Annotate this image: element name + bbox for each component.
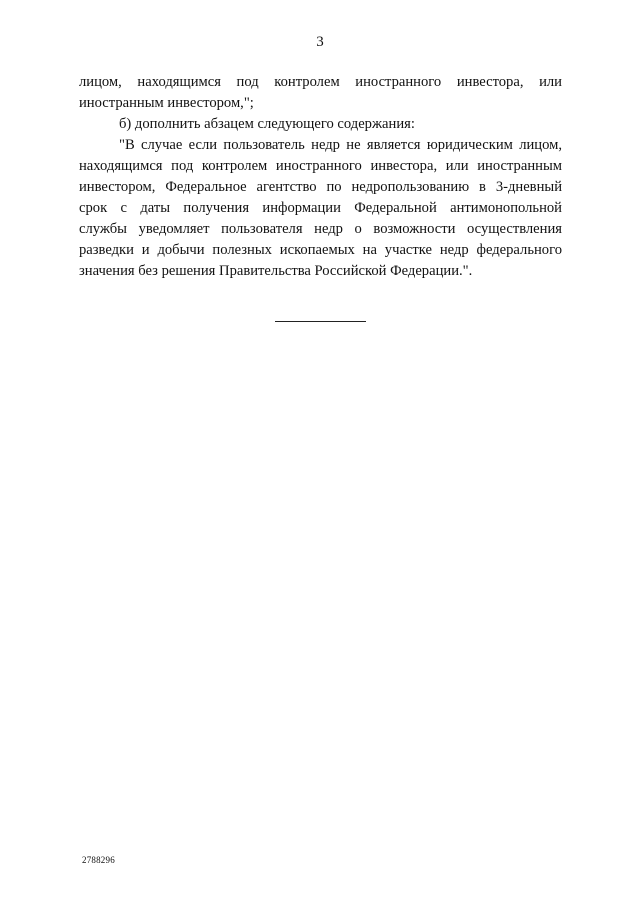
text-line: значения без решения Правительства Российской Федерации.". (79, 263, 473, 279)
text-line: лицом, находящимся под контролем иностранного инвестора, или (79, 74, 562, 90)
paragraph-3 (79, 135, 562, 282)
document-body (79, 72, 562, 282)
page-number: 3 (316, 34, 324, 50)
separator-line (275, 321, 366, 322)
text-line: срок с даты получения информации Федеральной антимонопольной (79, 200, 562, 216)
text-line: б) дополнить абзацем следующего содержания: (119, 116, 415, 132)
paragraph-1 (79, 72, 562, 114)
text-line: разведки и добычи полезных ископаемых на участке недр федерального (79, 242, 562, 258)
text-line: иностранным инвестором,"; (79, 95, 254, 111)
text-line: "В случае если пользователь недр не является юридическим лицом, (119, 137, 562, 153)
text-line: находящимся под контролем иностранного инвестора, или иностранным (79, 158, 562, 174)
text-line: инвестором, Федеральное агентство по недропользованию в 3-дневный (79, 179, 562, 195)
paragraph-2 (79, 114, 562, 135)
text-line: службы уведомляет пользователя недр о возможности осуществления (79, 221, 562, 237)
document-code: 2788296 (82, 855, 115, 865)
